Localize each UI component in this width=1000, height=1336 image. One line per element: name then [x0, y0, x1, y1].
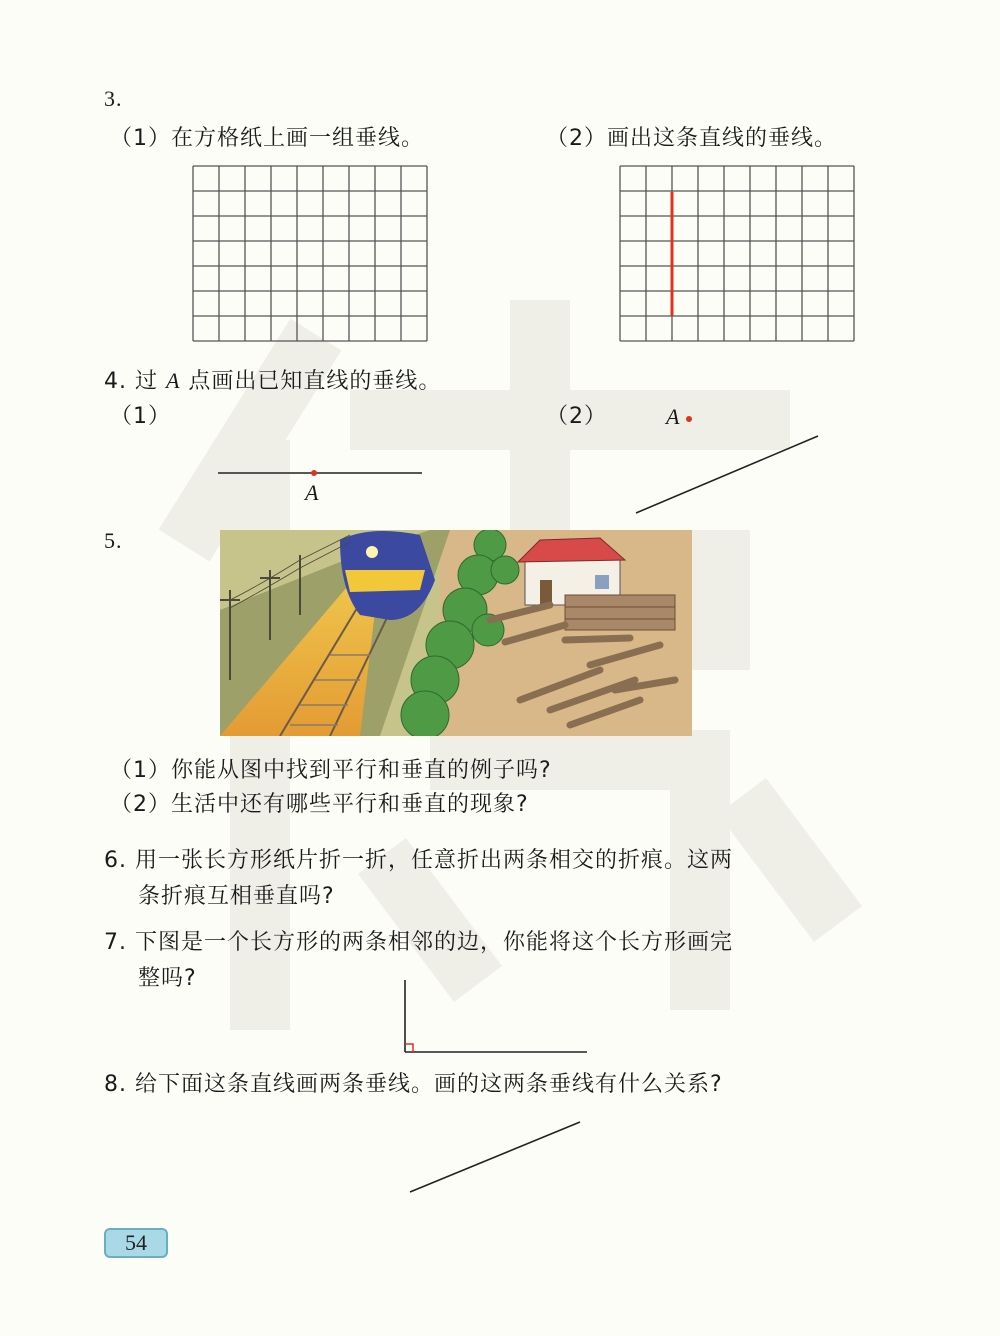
question-5-part-1: （1）你能从图中找到平行和垂直的例子吗? — [110, 758, 552, 783]
question-8-text: 8. 给下面这条直线画两条垂线。画的这两条垂线有什么关系? — [104, 1072, 723, 1097]
question-6-line-2: 条折痕互相垂直吗? — [138, 884, 335, 909]
label-a-2: A — [666, 404, 681, 429]
question-3-part-1: （1）在方格纸上画一组垂线。 — [110, 126, 424, 151]
question-3-part-2: （2）画出这条直线的垂线。 — [546, 126, 837, 151]
question-4-part-2: （2） — [546, 404, 607, 429]
question-4-part-1: （1） — [110, 404, 171, 429]
given-line-3 — [410, 1122, 580, 1192]
question-3-number: 3. — [104, 86, 123, 111]
label-a-1: A — [305, 480, 320, 505]
question-5-part-2: （2）生活中还有哪些平行和垂直的现象? — [110, 792, 529, 817]
question-4-text: 4. 过 A 点画出已知直线的垂线。 — [104, 368, 442, 394]
question-6-line-1: 6. 用一张长方形纸片折一折，任意折出两条相交的折痕。这两 — [104, 848, 733, 873]
question-7-line-1: 7. 下图是一个长方形的两条相邻的边，你能将这个长方形画完 — [104, 930, 733, 955]
question-5-number: 5. — [104, 528, 123, 553]
page-number-badge: 54 — [104, 1228, 168, 1258]
question-7-line-2: 整吗? — [138, 966, 197, 991]
